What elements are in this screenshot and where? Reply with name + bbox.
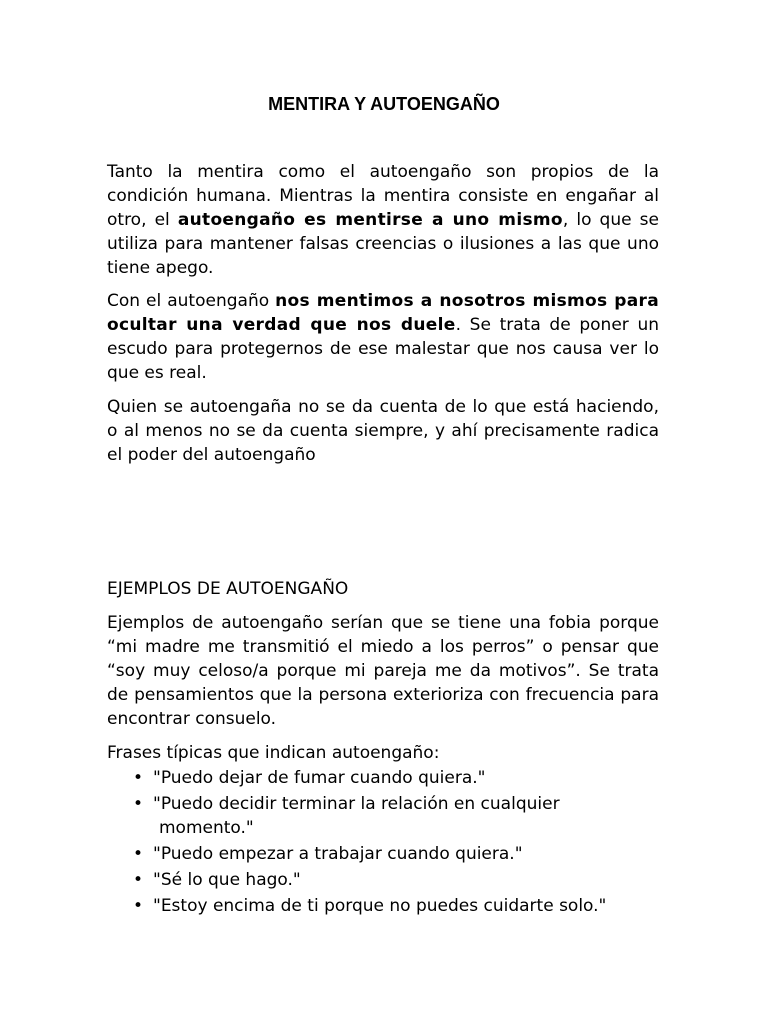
paragraph-self-deception-bold: nos mentimos a nosotros mismos para ocultar una verdad que nos duele [107,291,659,335]
paragraph-intro-text-end: , lo que se utiliza para mantener falsas creencias o ilusiones a las que uno tiene apego. [107,210,659,278]
list-item [107,868,667,892]
bullet-icon: • [133,844,144,864]
paragraph-unawareness: Quien se autoengaña no se da cuenta de lo que está haciendo, o al menos no se da cuenta siempre, y ahí precisamente radica el poder del autoengaño [107,397,659,465]
paragraph-intro-bold: autoengaño es mentirse a uno mismo [177,210,563,230]
phrases-intro: Frases típicas que indican autoengaño: [107,743,440,763]
bullet-icon: • [133,794,144,814]
list-item-text: "Sé lo que hago." [153,870,301,890]
bullet-icon: • [133,896,144,916]
bullet-icon: • [133,768,144,788]
list-item [107,894,667,918]
list-item-text: "Estoy encima de ti porque no puedes cuidarte solo." [153,896,607,916]
phrases-list [107,766,667,918]
paragraph-intro [107,160,659,280]
list-item-text: "Puedo decidir terminar la relación en cualquier [153,794,560,814]
list-item-text-continuation: momento." [159,818,254,838]
list-item-text: "Puedo empezar a trabajar cuando quiera." [153,844,523,864]
paragraph-self-deception-text-end: . Se trata de poner un escudo para protegernos de ese malestar que nos causa ver lo que es real. [107,315,659,383]
paragraph-examples: Ejemplos de autoengaño serían que se tiene una fobia porque “mi madre me transmitió el miedo a los perros” o pensar que “soy muy celoso/a porque mi pareja me da motivos”. Se trata de pensamientos que la persona exterioriza con frecuencia para encontrar consuelo. [107,613,659,729]
bullet-icon: • [133,870,144,890]
section-heading-examples: EJEMPLOS DE AUTOENGAÑO [107,579,349,599]
list-item-text: "Puedo dejar de fumar cuando quiera." [153,768,486,788]
paragraph-intro-text: Tanto la mentira como el autoengaño son propios de la condición humana. Mientras la mentira consiste en engañar al otro, el [107,162,659,230]
document-title: MENTIRA Y AUTOENGAÑO [268,94,500,114]
paragraph-self-deception [107,289,659,385]
list-item [107,842,667,866]
list-item [107,766,667,790]
list-item [107,792,667,840]
paragraph-self-deception-text: Con el autoengaño [107,291,276,311]
